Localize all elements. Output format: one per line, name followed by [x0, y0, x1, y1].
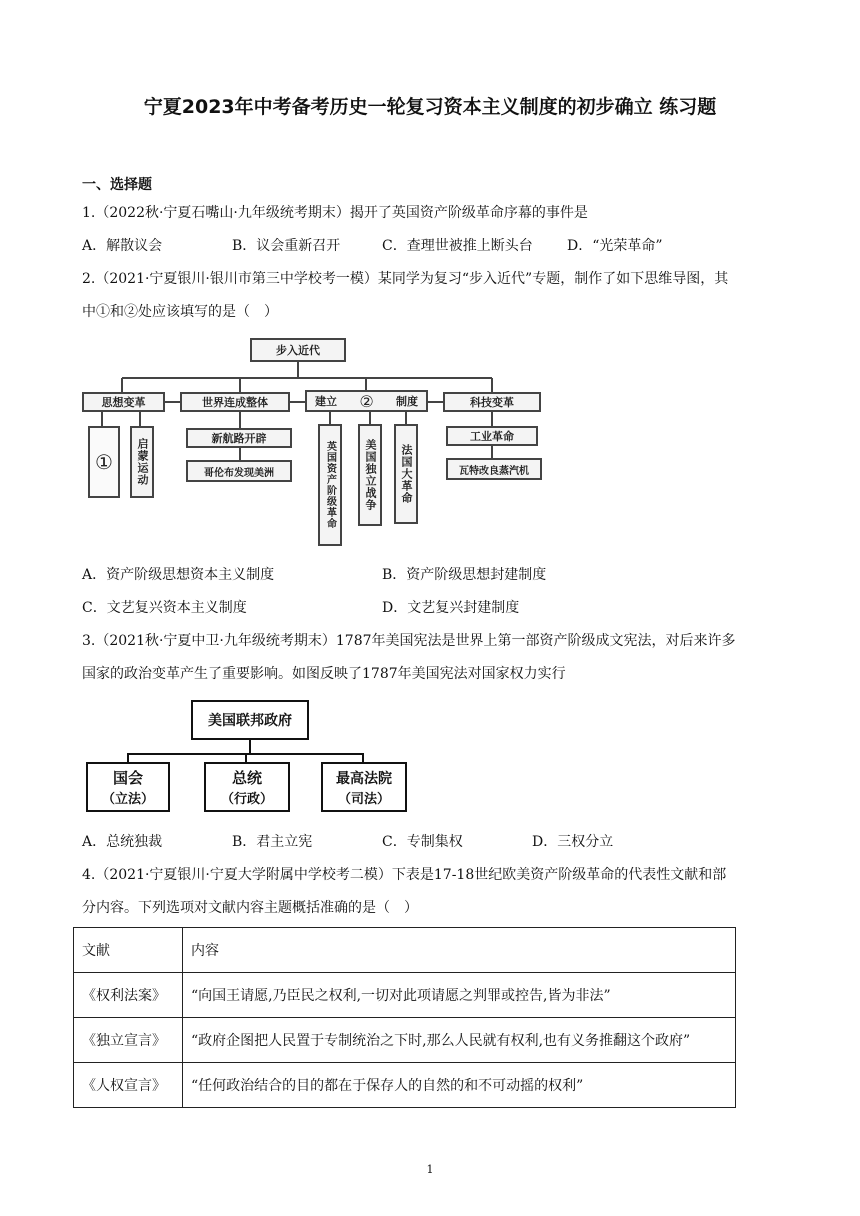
- question-3-stem-line1: 3.（2021秋·宁夏中卫·九年级统考期末）1787年美国宪法是世界上第一部资产阶级成文宪法，对后来许多: [82, 633, 736, 649]
- question-4-stem-line1: 4.（2021·宁夏银川·宁夏大学附属中学校考二模）下表是17-18世纪欧美资产阶级革命的代表性文献和部: [82, 867, 727, 883]
- mindmap-system-label: 制度: [396, 395, 418, 408]
- gov-stem-line: [249, 740, 251, 754]
- section-heading: 一、选择题: [82, 177, 152, 193]
- question-3-stem-line2: 国家的政治变革产生了重要影响。如图反映了1787年美国宪法对国家权力实行: [82, 666, 566, 682]
- gov-president-box: [204, 762, 290, 812]
- q2-option-c: C．文艺复兴资本主义制度: [82, 600, 247, 616]
- gov-president-role: （行政）: [220, 792, 273, 807]
- question-4-stem-line2: 分内容。下列选项对文献内容主题概括准确的是（ ）: [82, 900, 418, 916]
- table-row: [74, 1018, 736, 1063]
- q1-option-d: D．“光荣革命”: [567, 238, 663, 254]
- question-2-stem-line2: 中①和②处应该填写的是（ ）: [82, 304, 278, 320]
- marker-2: ②: [359, 391, 374, 411]
- gov-president-name: 总统: [231, 769, 262, 787]
- mindmap-node-establish: [305, 390, 428, 412]
- table-header-cell: 文献: [74, 928, 183, 973]
- mindmap-american-war: 美国独立战争: [358, 424, 382, 526]
- q3-option-a: A．总统独裁: [82, 834, 163, 850]
- q3-option-b: B．君主立宪: [232, 834, 313, 850]
- table-cell: “向国王请愿,乃臣民之权利,一切对此项请愿之判罪或控告,皆为非法”: [183, 973, 736, 1018]
- mindmap-node-world: 世界连成整体: [180, 392, 290, 412]
- q3-option-d: D．三权分立: [532, 834, 614, 850]
- q1-option-a: A．解散议会: [82, 238, 163, 254]
- table-cell: “任何政治结合的目的都在于保存人的自然的和不可动摇的权利”: [183, 1063, 736, 1108]
- mindmap-voyages: 新航路开辟: [186, 428, 292, 448]
- documents-table: [73, 927, 736, 1108]
- mindmap-establish-label: 建立: [315, 395, 337, 408]
- question-1-stem: 1.（2022秋·宁夏石嘴山·九年级统考期末）揭开了英国资产阶级革命序幕的事件是: [82, 205, 588, 221]
- q2-option-a: A．资产阶级思想资本主义制度: [82, 567, 275, 583]
- q3-option-c: C．专制集权: [382, 834, 463, 850]
- q1-option-c: C．查理世被推上断头台: [382, 238, 533, 254]
- marker-1: ①: [88, 426, 120, 498]
- gov-congress-name: 国会: [112, 769, 143, 787]
- gov-court-box: [321, 762, 407, 812]
- page-number: 1: [426, 1163, 434, 1176]
- table-cell: 《独立宣言》: [74, 1018, 183, 1063]
- table-cell: “政府企图把人民置于专制统治之下时,那么人民就有权利,也有义务推翻这个政府”: [183, 1018, 736, 1063]
- page-title: 宁夏2023年中考备考历史一轮复习资本主义制度的初步确立 练习题: [143, 96, 717, 118]
- table-header-row: [74, 928, 736, 973]
- table-cell: 《人权宣言》: [74, 1063, 183, 1108]
- mindmap-industrial: 工业革命: [446, 426, 538, 446]
- table-row: [74, 973, 736, 1018]
- question-2-stem-line1: 2.（2021·宁夏银川·银川市第三中学校考一模）某同学为复习“步入近代”专题，制作了如下思维导图，其: [82, 271, 729, 287]
- gov-congress-box: [86, 762, 170, 812]
- mindmap-node-tech: 科技变革: [443, 392, 541, 412]
- table-cell: 《权利法案》: [74, 973, 183, 1018]
- q2-option-d: D．文艺复兴封建制度: [382, 600, 520, 616]
- table-row: [74, 1063, 736, 1108]
- mindmap-node-thought: 思想变革: [82, 392, 165, 412]
- table-header-cell: 内容: [183, 928, 736, 973]
- mindmap-watt: 瓦特改良蒸汽机: [446, 458, 542, 480]
- mindmap-enlightenment: 启蒙运动: [130, 426, 154, 498]
- gov-court-role: （司法）: [337, 791, 390, 807]
- mindmap-columbus: 哥伦布发现美洲: [186, 460, 292, 482]
- mindmap-english-revolution: 英国资产阶级革命: [318, 424, 342, 546]
- gov-court-name: 最高法院: [336, 770, 392, 787]
- q1-option-b: B．议会重新召开: [232, 238, 341, 254]
- gov-federal-box: [191, 700, 309, 740]
- gov-federal-label: 美国联邦政府: [208, 713, 292, 729]
- mindmap-french-revolution: 法国大革命: [394, 424, 418, 524]
- q2-option-b: B．资产阶级思想封建制度: [382, 567, 547, 583]
- mindmap-root: 步入近代: [250, 338, 346, 362]
- gov-congress-role: （立法）: [101, 792, 154, 807]
- mindmap-connectors: [0, 0, 860, 560]
